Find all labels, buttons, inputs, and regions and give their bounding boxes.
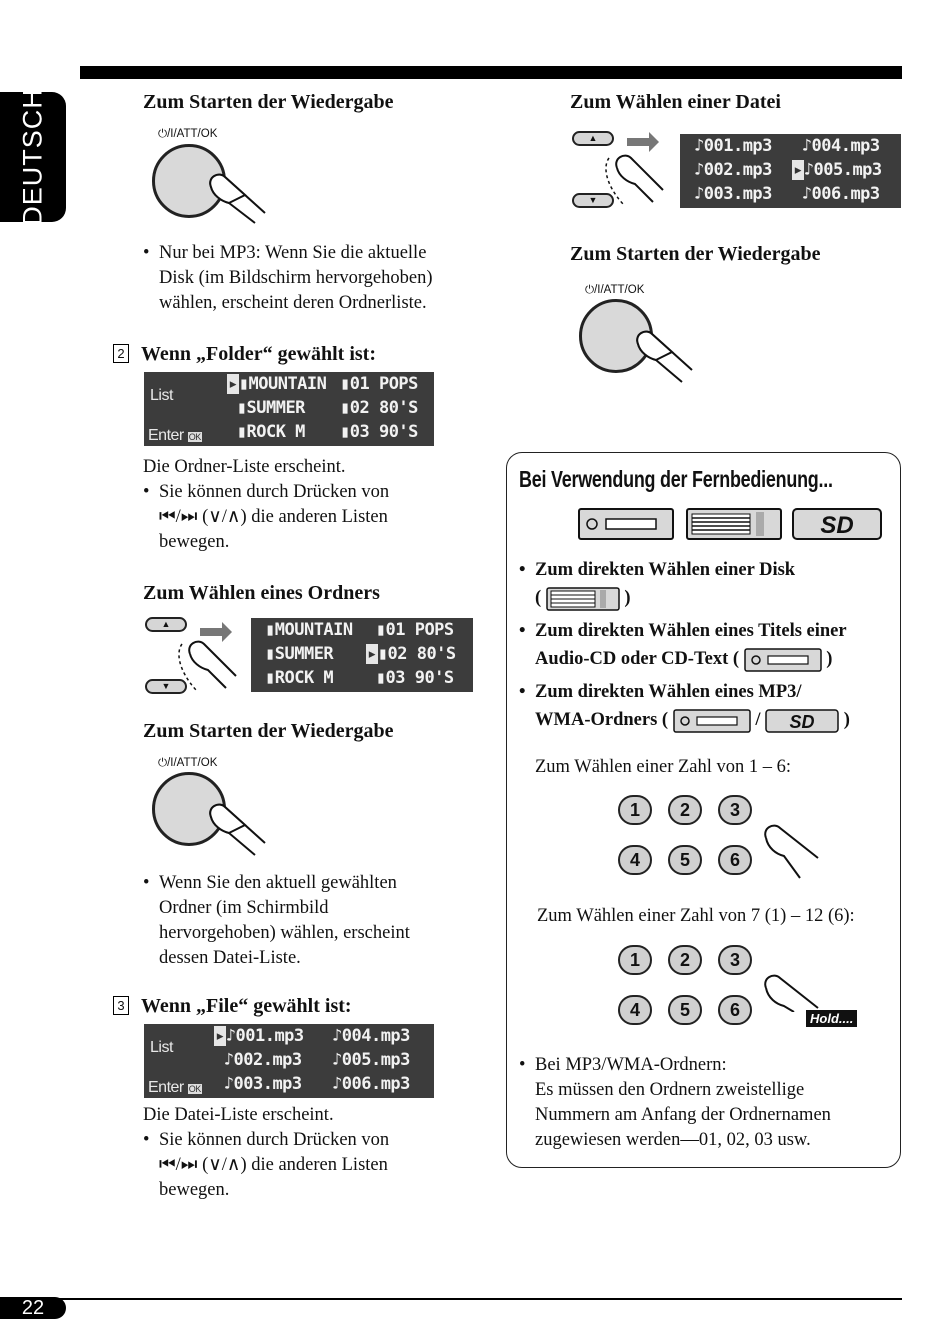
sd-button-icon <box>765 709 839 733</box>
note-line: hervorgehoben) wählen, erscheint <box>159 923 410 943</box>
lcd-enter-text: Enter <box>148 427 184 444</box>
lcd-file-name: 005.mp3 <box>341 1050 410 1070</box>
lcd-folder-name: SUMMER <box>246 398 305 418</box>
remote-bullet-track: • Zum direkten Wählen eines Titels einer Audio-CD oder CD-Text ( ) <box>535 617 895 673</box>
number-key-2[interactable]: 2 <box>668 795 702 825</box>
note-line: ⏮/⏭ (∨/∧) die anderen Listen <box>159 1155 388 1175</box>
knob-label: ⏻/I/ATT/OK <box>158 128 218 140</box>
note-line: ⏮/⏭ (∨/∧) die anderen Listen <box>159 507 388 527</box>
folder-icon: ▮ <box>377 644 388 664</box>
music-note-icon: ♪ <box>332 1026 342 1046</box>
lcd-list-label: List <box>150 387 173 404</box>
language-tab-label: DEUTSCH <box>17 88 48 226</box>
folder-icon: ▮ <box>236 398 247 418</box>
lcd-file-name: 002.mp3 <box>703 160 772 180</box>
folder-list-appears: Die Ordner-Liste erscheint. <box>143 457 346 477</box>
bullet-line: Zum direkten Wählen eines MP3/ <box>535 682 802 702</box>
file-step-title: Wenn „File“ gewählt ist: <box>141 995 352 1017</box>
lcd-folder-name: 03 90'S <box>385 668 454 688</box>
note-line: Bei MP3/WMA-Ordnern: <box>535 1055 727 1075</box>
knob-label: ⏻/I/ATT/OK <box>158 757 218 769</box>
remote-heading: Bei Verwendung der Fernbedienung... <box>519 466 833 492</box>
lcd-folder-name: 01 POPS <box>349 374 418 394</box>
folder-icon: ▮ <box>340 374 350 394</box>
lcd-file-name: 001.mp3 <box>235 1026 304 1046</box>
bullet-line <box>535 584 890 612</box>
file-list-appears: Die Datei-Liste erscheint. <box>143 1105 334 1125</box>
range-1-6-text: Zum Wählen einer Zahl von 1 – 6: <box>535 757 792 777</box>
changer-button-icon <box>686 508 782 540</box>
number-key-1[interactable]: 1 <box>618 795 652 825</box>
note-line: Es müssen den Ordnern zweistellige <box>535 1080 805 1100</box>
select-file-heading: Zum Wählen einer Datei <box>570 91 781 113</box>
selection-arrow-icon: ▸ <box>228 374 238 394</box>
lcd-file-name: 003.mp3 <box>703 184 772 204</box>
music-note-icon: ♪ <box>694 136 704 156</box>
mp3-note: • Nur bei MP3: Wenn Sie die aktuelle Disk (im Bildschirm hervorgehoben) wählen, erscheint deren Ordnerliste. <box>159 241 489 316</box>
range-7-12-text: Zum Wählen einer Zahl von 7 (1) – 12 (6): <box>537 906 855 926</box>
selection-arrow-icon: ▸ <box>367 644 377 664</box>
lcd-folder-name: 01 POPS <box>385 620 454 640</box>
music-note-icon: ♪ <box>225 1026 236 1046</box>
file-step-heading <box>113 995 352 1018</box>
slash: / <box>755 710 761 730</box>
note-line: Nummern am Anfang der Ordnernamen <box>535 1105 831 1125</box>
music-note-icon: ♪ <box>801 136 812 156</box>
lcd-enter-label <box>148 1076 202 1101</box>
lcd-folder-name: SUMMER <box>274 644 334 664</box>
folder-icon: ▮ <box>375 620 386 640</box>
folder-icon: ▮ <box>238 374 249 394</box>
music-note-icon: ♪ <box>803 160 814 180</box>
number-key-3[interactable]: 3 <box>718 795 752 825</box>
down-arrow-icon: ▼ <box>588 195 598 205</box>
number-key-6[interactable]: 6 <box>718 845 752 875</box>
music-note-icon: ♪ <box>332 1050 342 1070</box>
folder-step-heading <box>113 343 376 366</box>
bullet-line: Zum direkten Wählen eines Titels einer <box>535 621 847 641</box>
number-key-5[interactable]: 5 <box>668 845 702 875</box>
lcd-file-name: 004.mp3 <box>341 1026 410 1046</box>
lcd-folder-name: ROCK M <box>274 668 334 688</box>
music-note-icon: ♪ <box>694 160 704 180</box>
lcd-file-name: 001.mp3 <box>703 136 772 156</box>
number-key-3[interactable]: 3 <box>718 945 752 975</box>
music-note-icon: ♪ <box>801 184 812 204</box>
note-line: Ordner (im Schirmbild <box>159 898 329 918</box>
sd-label: SD <box>789 711 815 732</box>
paren: ) <box>826 649 833 669</box>
lcd-file-name: 004.mp3 <box>811 136 880 156</box>
music-note-icon: ♪ <box>332 1074 342 1094</box>
finger-scroll-icon <box>170 618 250 698</box>
music-note-icon: ♪ <box>223 1074 234 1094</box>
cd-button-icon <box>673 709 751 733</box>
step-number: 2 <box>113 344 129 363</box>
folder-icon: ▮ <box>375 668 386 688</box>
lcd-folder-name: 02 80'S <box>387 644 456 664</box>
note-line: zugewiesen werden—01, 02, 03 usw. <box>535 1130 811 1150</box>
folder-icon: ▮ <box>265 644 275 664</box>
lcd-folder-name: ROCK M <box>246 422 305 442</box>
number-key-4[interactable]: 4 <box>618 995 652 1025</box>
lcd-folder-name: 03 90'S <box>349 422 418 442</box>
changer-button-icon <box>546 587 620 611</box>
finger-press-icon <box>205 165 275 225</box>
remote-bullet-folder: • Zum direkten Wählen eines MP3/ WMA-Ordners ( / SD ) <box>535 678 895 734</box>
finger-press-icon <box>632 322 702 384</box>
folder-icon: ▮ <box>340 398 350 418</box>
folder-list-display <box>144 372 434 446</box>
lcd-file-name: 002.mp3 <box>233 1050 302 1070</box>
lcd-file-name: 006.mp3 <box>811 184 880 204</box>
top-rule <box>80 66 902 79</box>
note-line: Sie können durch Drücken von <box>159 1130 390 1150</box>
down-arrow-icon: ▼ <box>161 681 171 691</box>
start-playback-heading-2: Zum Starten der Wiedergabe <box>143 720 394 742</box>
note-line: Wenn Sie den aktuell gewählten <box>159 873 397 893</box>
step-number: 3 <box>113 996 129 1015</box>
select-folder-heading: Zum Wählen eines Ordners <box>143 582 380 604</box>
bullet-line <box>535 706 895 734</box>
language-tab <box>0 88 66 226</box>
file-list-navigation-note: • Sie können durch Drücken von ⏮/⏭ (∨/∧) die anderen Listen bewegen. <box>159 1128 489 1203</box>
finger-press-icon <box>760 822 822 880</box>
number-key-4[interactable]: 4 <box>618 845 652 875</box>
sd-button-icon <box>792 508 882 540</box>
bottom-rule <box>0 1298 902 1300</box>
folder-icon: ▮ <box>265 620 275 640</box>
lcd-list-label: List <box>150 1039 173 1056</box>
note-line: dessen Datei-Liste. <box>159 948 301 968</box>
cd-button-icon <box>744 648 822 672</box>
selection-arrow-icon: ▸ <box>793 160 803 180</box>
number-key-2[interactable]: 2 <box>668 945 702 975</box>
knob-label: ⏻/I/ATT/OK <box>585 284 645 296</box>
bullet-text: Audio-CD oder CD-Text ( <box>535 649 740 669</box>
lcd-enter-label <box>148 424 202 449</box>
mp3-wma-folder-note: • Bei MP3/WMA-Ordnern: Es müssen den Ordnern zweistellige Nummern am Anfang der Ordnernamen zugewiesen werden—01, 02, 03 usw. <box>535 1053 890 1153</box>
mp3-note-line: wählen, erscheint deren Ordnerliste. <box>159 293 427 313</box>
start-playback-heading-3: Zum Starten der Wiedergabe <box>570 243 821 265</box>
lcd-file-name: 006.mp3 <box>341 1074 410 1094</box>
lcd-file-name: 005.mp3 <box>813 160 882 180</box>
folder-icon: ▮ <box>340 422 350 442</box>
sd-label: SD <box>820 512 854 539</box>
folder-icon: ▮ <box>265 668 275 688</box>
folder-selected-note: • Wenn Sie den aktuell gewählten Ordner (im Schirmbild hervorgehoben) wählen, erscheint dessen Datei-Liste. <box>159 871 489 971</box>
mp3-note-line: Nur bei MP3: Wenn Sie die aktuelle <box>159 243 427 263</box>
cd-button-icon <box>578 508 674 540</box>
lcd-enter-text: Enter <box>148 1079 184 1096</box>
number-key-6[interactable]: 6 <box>718 995 752 1025</box>
finger-hold-icon <box>760 972 822 1012</box>
file-list-display <box>144 1024 434 1098</box>
remote-bullet-disk: • Zum direkten Wählen einer Disk ( ) <box>535 556 890 612</box>
paren: ) <box>843 710 850 730</box>
note-line: bewegen. <box>159 532 230 552</box>
music-note-icon: ♪ <box>223 1050 234 1070</box>
number-key-1[interactable]: 1 <box>618 945 652 975</box>
number-key-5[interactable]: 5 <box>668 995 702 1025</box>
lcd-ok-badge: OK <box>188 432 201 442</box>
hold-label: Hold.... <box>806 1010 857 1027</box>
selection-arrow-icon: ▸ <box>215 1026 225 1046</box>
note-line: bewegen. <box>159 1180 230 1200</box>
lcd-folder-name: 02 80'S <box>349 398 418 418</box>
up-arrow-icon: ▲ <box>588 133 598 143</box>
paren: ) <box>624 588 631 608</box>
music-note-icon: ♪ <box>694 184 704 204</box>
finger-press-icon <box>205 795 275 857</box>
bullet-line: Zum direkten Wählen einer Disk <box>535 560 796 580</box>
file-selection-display <box>680 134 901 208</box>
finger-scroll-icon <box>597 132 677 212</box>
lcd-ok-badge: OK <box>188 1084 201 1094</box>
folder-list-navigation-note: • Sie können durch Drücken von ⏮/⏭ (∨/∧) die anderen Listen bewegen. <box>159 480 489 555</box>
bullet-line <box>535 645 895 673</box>
folder-selection-display <box>251 618 473 692</box>
lcd-folder-name: MOUNTAIN <box>274 620 353 640</box>
lcd-file-name: 003.mp3 <box>233 1074 302 1094</box>
lcd-folder-name: MOUNTAIN <box>248 374 327 394</box>
start-playback-heading-1: Zum Starten der Wiedergabe <box>143 91 394 113</box>
note-line: Sie können durch Drücken von <box>159 482 390 502</box>
folder-icon: ▮ <box>236 422 247 442</box>
page-number: 22 <box>0 1297 66 1319</box>
mp3-note-line: Disk (im Bildschirm hervorgehoben) <box>159 268 433 288</box>
up-arrow-icon: ▲ <box>161 619 171 629</box>
folder-step-title: Wenn „Folder“ gewählt ist: <box>141 343 376 365</box>
paren: ( <box>535 588 542 608</box>
bullet-text: WMA-Ordners ( <box>535 710 669 730</box>
